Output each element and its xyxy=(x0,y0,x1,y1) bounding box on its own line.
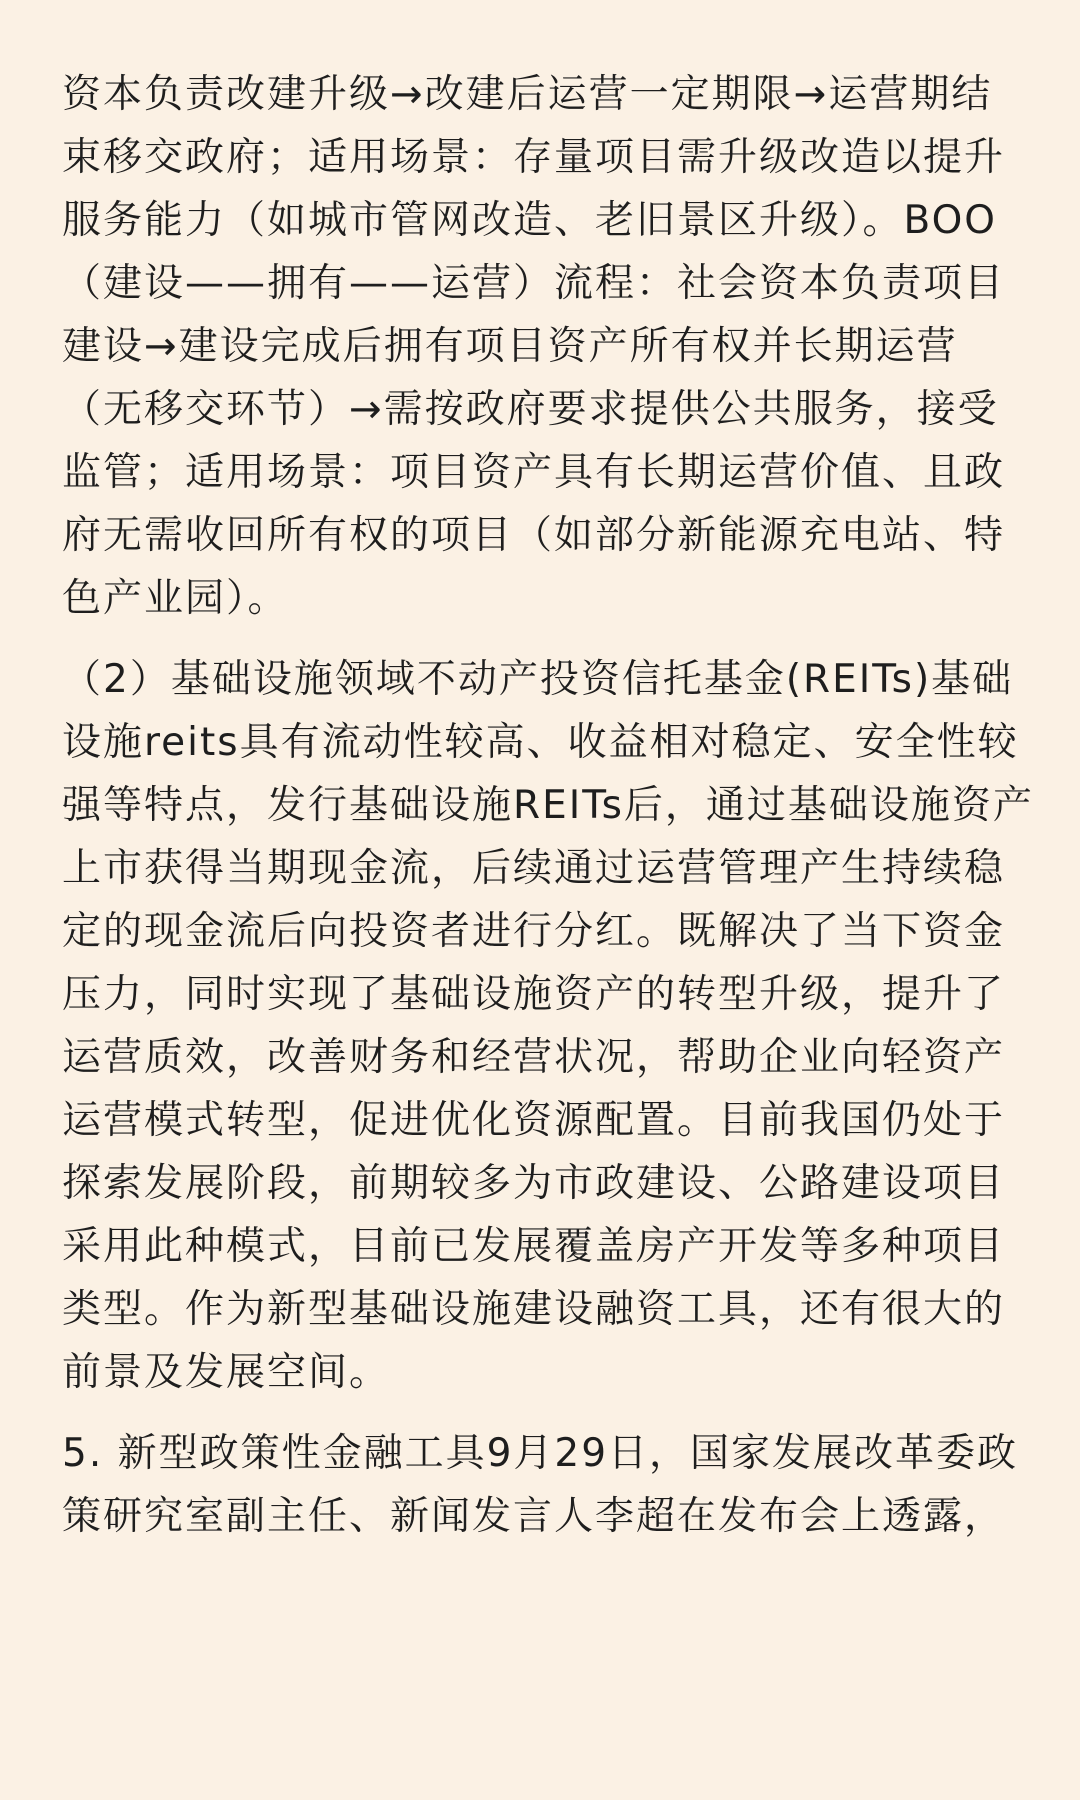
text-line: 府无需收回所有权的项目（如部分新能源充电站、特 xyxy=(62,513,1006,558)
text-line: 建设→建设完成后拥有项目资产所有权并长期运营 xyxy=(62,324,958,369)
text-line: 设施reits具有流动性较高、收益相对稳定、安全性较 xyxy=(62,720,1019,765)
text-line: 类型。作为新型基础设施建设融资工具，还有很大的 xyxy=(62,1287,1006,1332)
text-line: （无移交环节）→需按政府要求提供公共服务，接受 xyxy=(62,387,999,432)
text-line: 强等特点，发行基础设施REITs后，通过基础设施资产 xyxy=(62,783,1034,828)
text-line: 探索发展阶段，前期较多为市政建设、公路建设项目 xyxy=(62,1161,1006,1206)
text-line: 采用此种模式，目前已发展覆盖房产开发等多种项目 xyxy=(62,1224,1006,1269)
text-line: 上市获得当期现金流，后续通过运营管理产生持续稳 xyxy=(62,846,1006,891)
text-line: 策研究室副主任、新闻发言人李超在发布会上透露， xyxy=(62,1494,1006,1539)
text-line: 束移交政府；适用场景：存量项目需升级改造以提升 xyxy=(62,135,1006,180)
text-line: （2）基础设施领域不动产投资信托基金(REITs)基础 xyxy=(62,657,1014,702)
text-line: （建设——拥有——运营）流程：社会资本负责项目 xyxy=(62,261,1006,306)
text-line: 定的现金流后向投资者进行分红。既解决了当下资金 xyxy=(62,909,1006,954)
text-line: 前景及发展空间。 xyxy=(62,1350,391,1395)
text-line: 服务能力（如城市管网改造、老旧景区升级）。BOO xyxy=(62,198,997,243)
paragraph-reits xyxy=(62,648,1034,1404)
text-line: 运营模式转型，促进优化资源配置。目前我国仍处于 xyxy=(62,1098,1006,1143)
text-line: 运营质效，改善财务和经营状况，帮助企业向轻资产 xyxy=(62,1035,1006,1080)
text-line: 资本负责改建升级→改建后运营一定期限→运营期结 xyxy=(62,72,993,117)
paragraph-boo-ppp-models xyxy=(62,0,1018,630)
text-line: 色产业园）。 xyxy=(62,576,289,621)
text-line: 压力，同时实现了基础设施资产的转型升级，提升了 xyxy=(62,972,1006,1017)
text-line: 5. 新型政策性金融工具9月29日，国家发展改革委政 xyxy=(62,1431,1019,1476)
paragraph-policy-finance-tools xyxy=(62,1422,1018,1548)
text-line: 监管；适用场景：项目资产具有长期运营价值、且政 xyxy=(62,450,1006,495)
